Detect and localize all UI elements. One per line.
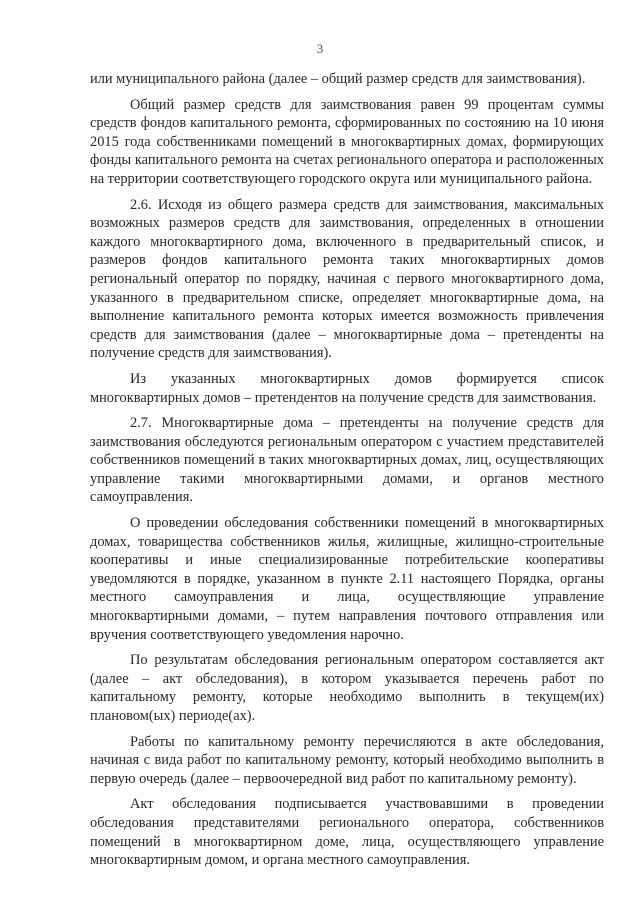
document-body bbox=[90, 70, 604, 870]
paragraph-total-funds: Общий размер средств для заимствования равен 99 процентам суммы средств фондов капитального ремонта, сформированных по состоянию на 10 июня 2015 года собственниками помещений в многоквартирных домах, формирующих фонды капитального ремонта на счетах регионального оператора и расположенных на территории соответствующего городского округа или муниципального района. bbox=[90, 96, 604, 187]
paragraph-inspection-notice: О проведении обследования собственники помещений в многоквартирных домах, товарищества собственников жилья, жилищные, жилищно-строительные кооперативы и иные специализированные потребительские кооперативы уведомляются в порядке, указанном в пункте 2.11 настоящего Порядка, органы местного самоуправления и лица, осуществляющие управление многоквартирными домами, – путем направления почтового отправления или вручения соответствующего уведомления нарочно. bbox=[90, 515, 604, 643]
paragraph-continuation: или муниципального района (далее – общий размер средств для заимствования). bbox=[90, 71, 586, 87]
paragraph-works-order: Работы по капитальному ремонту перечисляются в акте обследования, начиная с вида работ по капитальному ремонту, который необходимо выполнить в первую очередь (далее – первоочередной вид работ по капитальному ремонту). bbox=[90, 733, 604, 787]
paragraph-clause-2-7: 2.7. Многоквартирные дома – претенденты на получение средств для заимствования обследуются региональным оператором с участием представителей собственников помещений в таких многоквартирных домах, лиц, осуществляющих управление такими многоквартирными домами, и органов местного самоуправления. bbox=[90, 415, 604, 506]
page-number: 3 bbox=[316, 41, 324, 56]
paragraph-clause-2-6: 2.6. Исходя из общего размера средств для заимствования, максимальных возможных размеров средств для заимствования, определенных в отношении каждого многоквартирного дома, включенного в предварительный список, и размеров фондов капитального ремонта таких многоквартирных домов региональный оператор по порядку, начиная с первого многоквартирного дома, указанного в предварительном списке, определяет многоквартирные дома, на выполнение капитального ремонта которых имеется возможность привлечения средств для заимствования (далее – многоквартирные дома – претенденты на получение средств для заимствования). bbox=[90, 196, 604, 362]
paragraph-inspection-act: По результатам обследования региональным оператором составляется акт (далее – акт обследования), в котором указывается перечень работ по капитальному ремонту, которые необходимо выполнить в текущем(их) плановом(ых) периоде(ах). bbox=[90, 652, 604, 724]
paragraph-act-signing: Акт обследования подписывается участвовавшими в проведении обследования представителями регионального оператора, собственников помещений в многоквартирном доме, лица, осуществляющего управление многоквартирным домом, и органа местного самоуправления. bbox=[90, 796, 604, 869]
paragraph-candidate-list: Из указанных многоквартирных домов формируется список многоквартирных домов – претендентов на получение средств для заимствования. bbox=[90, 370, 604, 406]
